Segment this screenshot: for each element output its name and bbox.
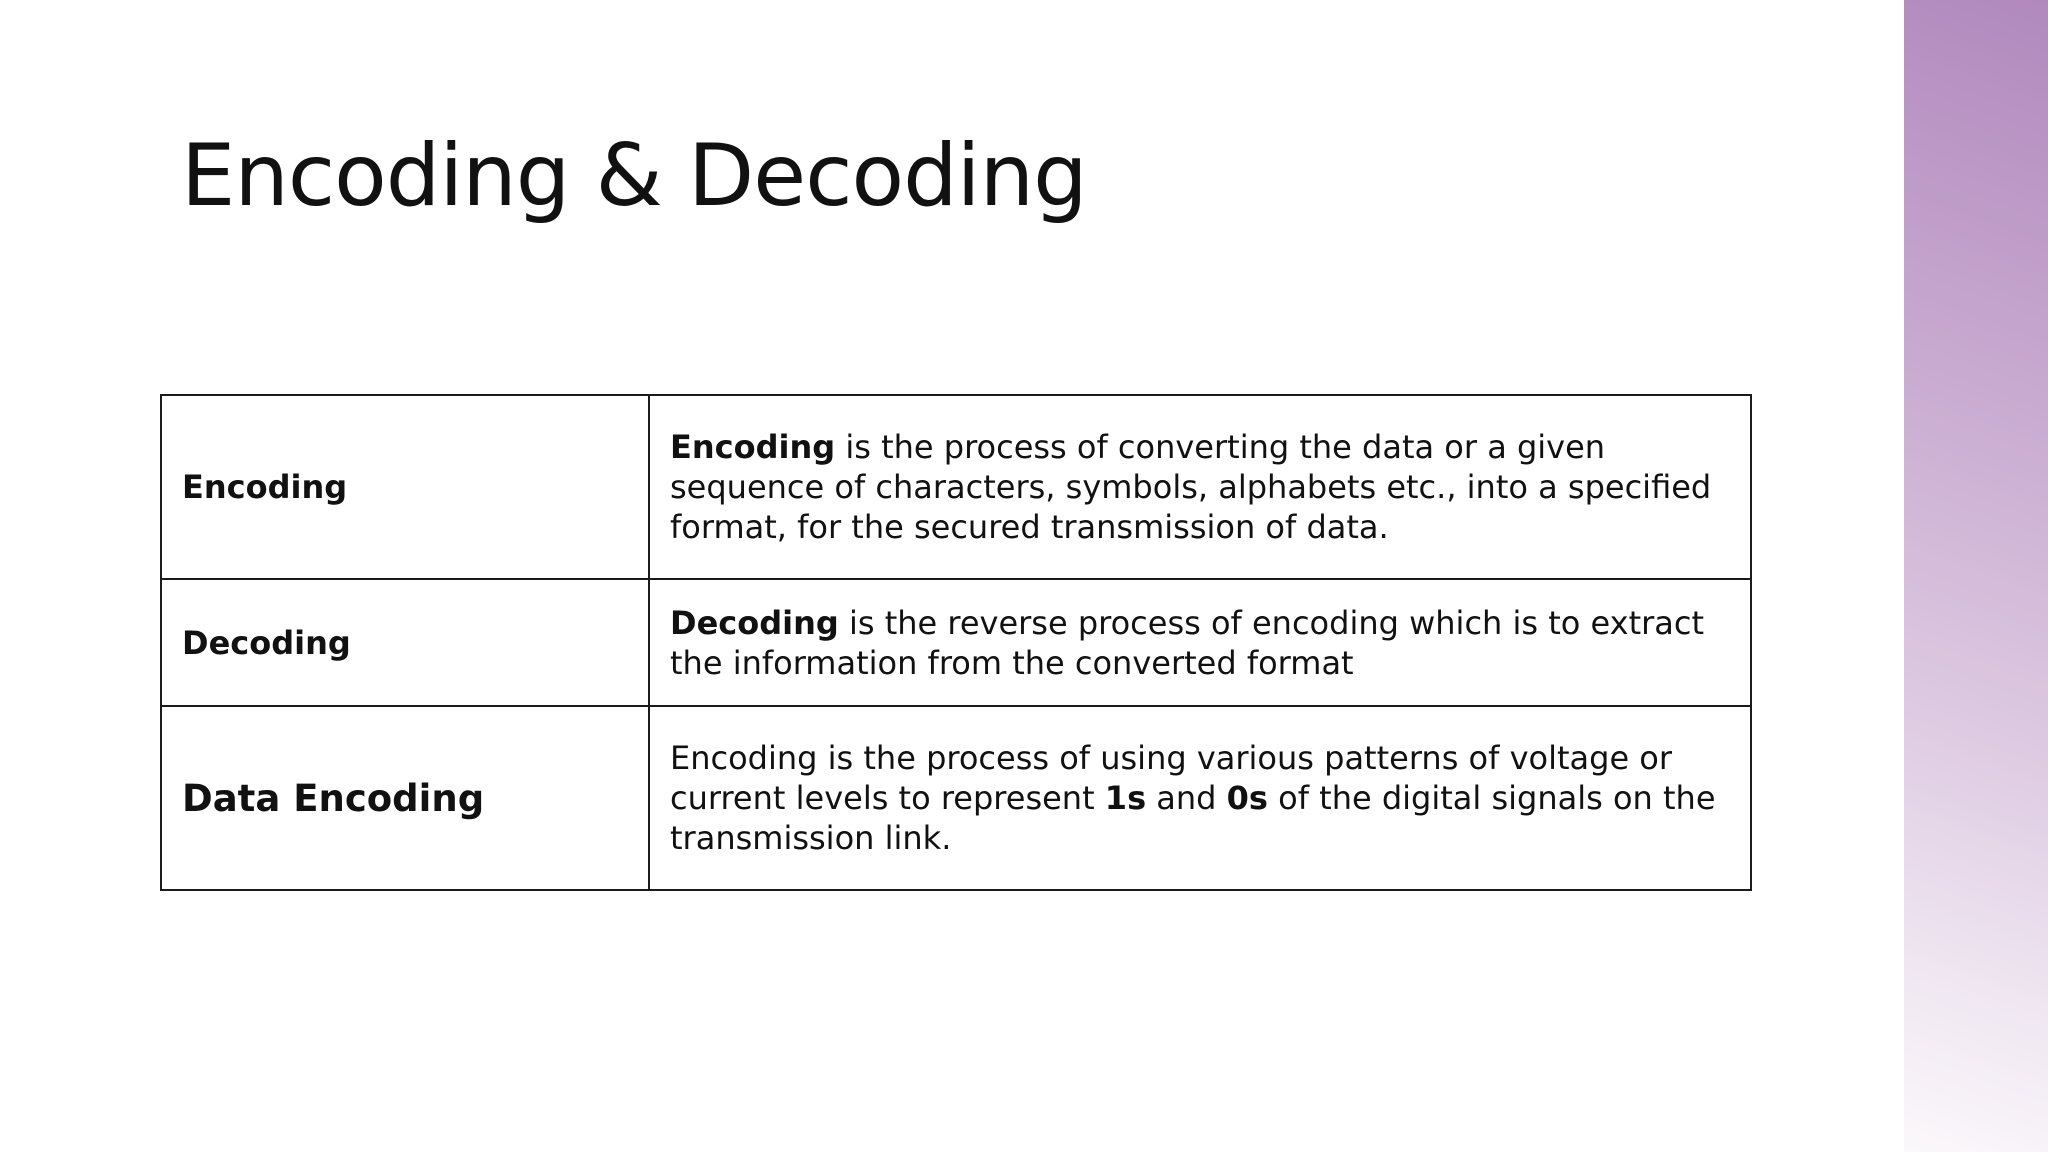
table-row xyxy=(161,395,1751,579)
description-bold-term: Encoding xyxy=(670,428,836,466)
table-row xyxy=(161,579,1751,706)
decorative-gradient-band xyxy=(1904,0,2048,1152)
description-cell-data-encoding xyxy=(649,706,1751,890)
description-text: is the reverse process of encoding which is to extract the information from the converted format xyxy=(670,603,1705,682)
term-cell-data-encoding: Data Encoding xyxy=(161,706,649,890)
term-cell-decoding: Decoding xyxy=(161,579,649,706)
description-text: of the digital signals on the transmission link. xyxy=(670,779,1716,857)
description-bold-term: Decoding xyxy=(670,603,839,642)
description-text: and xyxy=(1146,779,1227,817)
table-row xyxy=(161,706,1751,890)
description-text: is the process of converting the data or a given sequence of characters, symbols, alphabets etc., into a specified format, for the secured transmission of data. xyxy=(670,428,1712,546)
definitions-table xyxy=(160,394,1752,891)
description-text: Encoding is the process of using various patterns of voltage or current levels to represent xyxy=(670,739,1673,817)
term-cell-encoding: Encoding xyxy=(161,395,649,579)
description-bold-zeros: 0s xyxy=(1226,779,1268,817)
description-bold-ones: 1s xyxy=(1104,779,1147,817)
description-cell-encoding xyxy=(649,395,1751,579)
description-cell-decoding xyxy=(649,579,1751,706)
slide-title: Encoding & Decoding xyxy=(181,126,1087,226)
